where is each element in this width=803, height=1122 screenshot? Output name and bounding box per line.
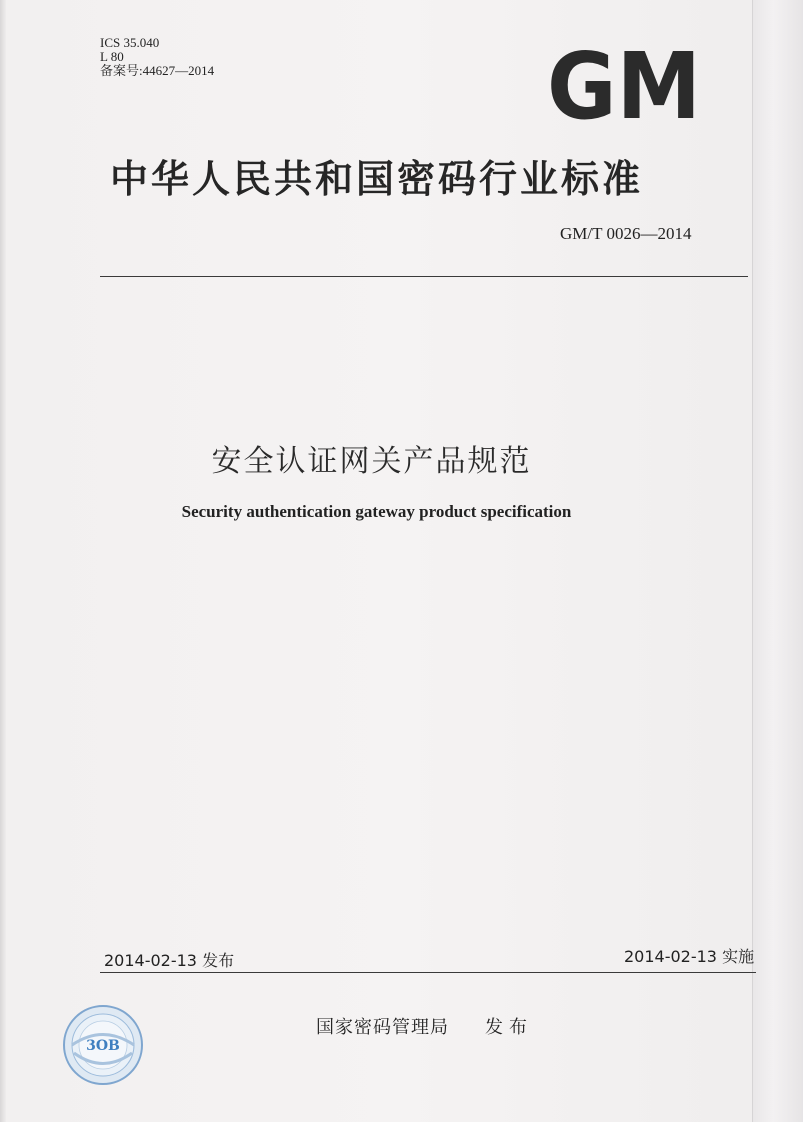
publisher-line (316, 1013, 533, 1039)
classification-block (100, 36, 214, 78)
anti-counterfeit-seal-icon (62, 1004, 144, 1086)
divider-bottom (100, 972, 756, 973)
page-edge-left (0, 0, 6, 1122)
gm-logo (546, 40, 702, 122)
filing-number: 备案号:44627—2014 (100, 63, 215, 78)
publisher-name: 国家密码管理局 (316, 1017, 449, 1038)
category-code: L 80 (100, 49, 124, 64)
publish-verb: 发布 (485, 1017, 533, 1038)
document-title-zh: 安全认证网关产品规范 (211, 444, 532, 479)
page-edge-right (752, 0, 803, 1122)
implementation-date: 2014-02-13 实施 (624, 947, 755, 966)
standard-code: GM/T 0026—2014 (560, 224, 692, 243)
ics-code: ICS 35.040 (100, 35, 160, 50)
document-title-en: Security authentication gateway product specification (181, 502, 572, 521)
divider-top (100, 276, 748, 277)
gm-logo-text: GM (547, 40, 701, 122)
standard-title: 中华人民共和国密码行业标准 (110, 157, 644, 201)
seal-center-text: 3OB (86, 1038, 120, 1054)
issue-date: 2014-02-13 发布 (104, 951, 235, 970)
